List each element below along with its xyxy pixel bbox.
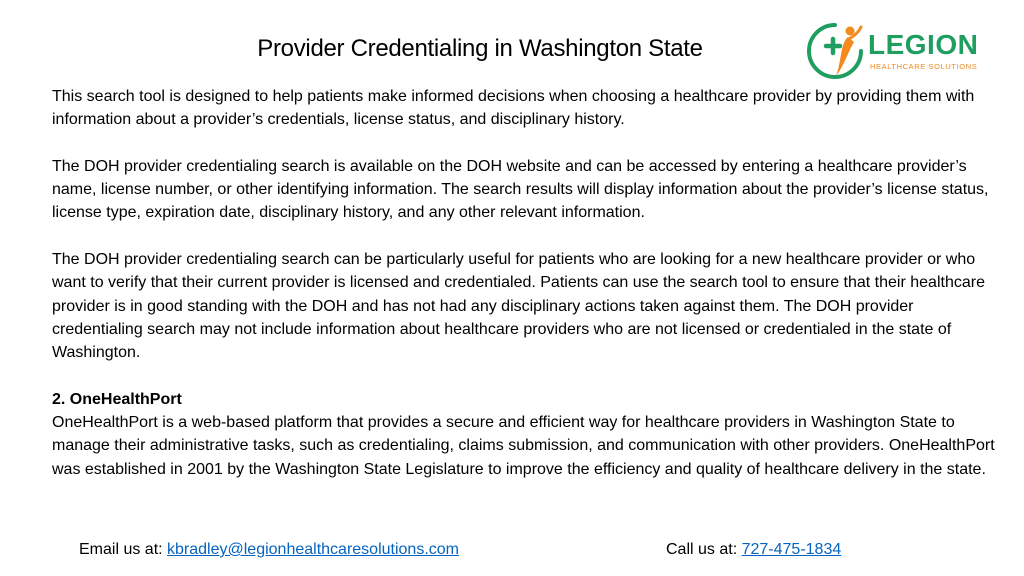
footer-phone	[666, 539, 841, 561]
legion-logo-wordmark: LEGION	[868, 29, 979, 60]
legion-logo-subtitle: HEALTHCARE SOLUTIONS	[870, 62, 978, 71]
legion-logo-mark-icon	[804, 20, 866, 82]
doh-search-paragraph: The DOH provider credentialing search is available on the DOH website and can be accessed by entering a healthcare provider’s name, license number, or other identifying information. The search results will display information about the provider’s license status, license type, expiration date, disciplinary history, and any other relevant information.	[52, 157, 989, 222]
footer-email	[79, 539, 459, 561]
main-content	[52, 85, 997, 504]
onehealthport-paragraph: OneHealthPort is a web-based platform that provides a secure and efficient way for healthcare providers in Washington State to manage their administrative tasks, such as credentialing, claims submission, and communication with other providers. OneHealthPort was established in 2001 by the Washington State Legislature to improve the efficiency and quality of healthcare delivery in the state.	[52, 414, 995, 478]
page-title: Provider Credentialing in Washington State	[257, 35, 703, 62]
legion-logo	[804, 20, 994, 84]
doh-usefulness-paragraph: The DOH provider credentialing search can be particularly useful for patients who are looking for a new healthcare provider or who want to verify that their current provider is licensed and credentialed. Patients can use the search tool to ensure that their healthcare provider is in good standing with the DOH and has not had any disciplinary actions taken against them. The DOH provider credentialing search may not include information about healthcare providers who are not licensed or credentialed in the state of Washington.	[52, 251, 985, 362]
email-label: Email us at:	[79, 541, 168, 558]
email-link[interactable]: kbradley@legionhealthcaresolutions.com	[167, 541, 459, 558]
intro-paragraph: This search tool is designed to help patients make informed decisions when choosing a healthcare provider by providing them with information about a provider’s credentials, license status, and disciplinary history.	[52, 88, 975, 129]
phone-label: Call us at:	[666, 541, 742, 558]
section-heading-onehealthport: 2. OneHealthPort	[52, 390, 182, 408]
phone-link[interactable]: 727-475-1834	[741, 541, 842, 558]
